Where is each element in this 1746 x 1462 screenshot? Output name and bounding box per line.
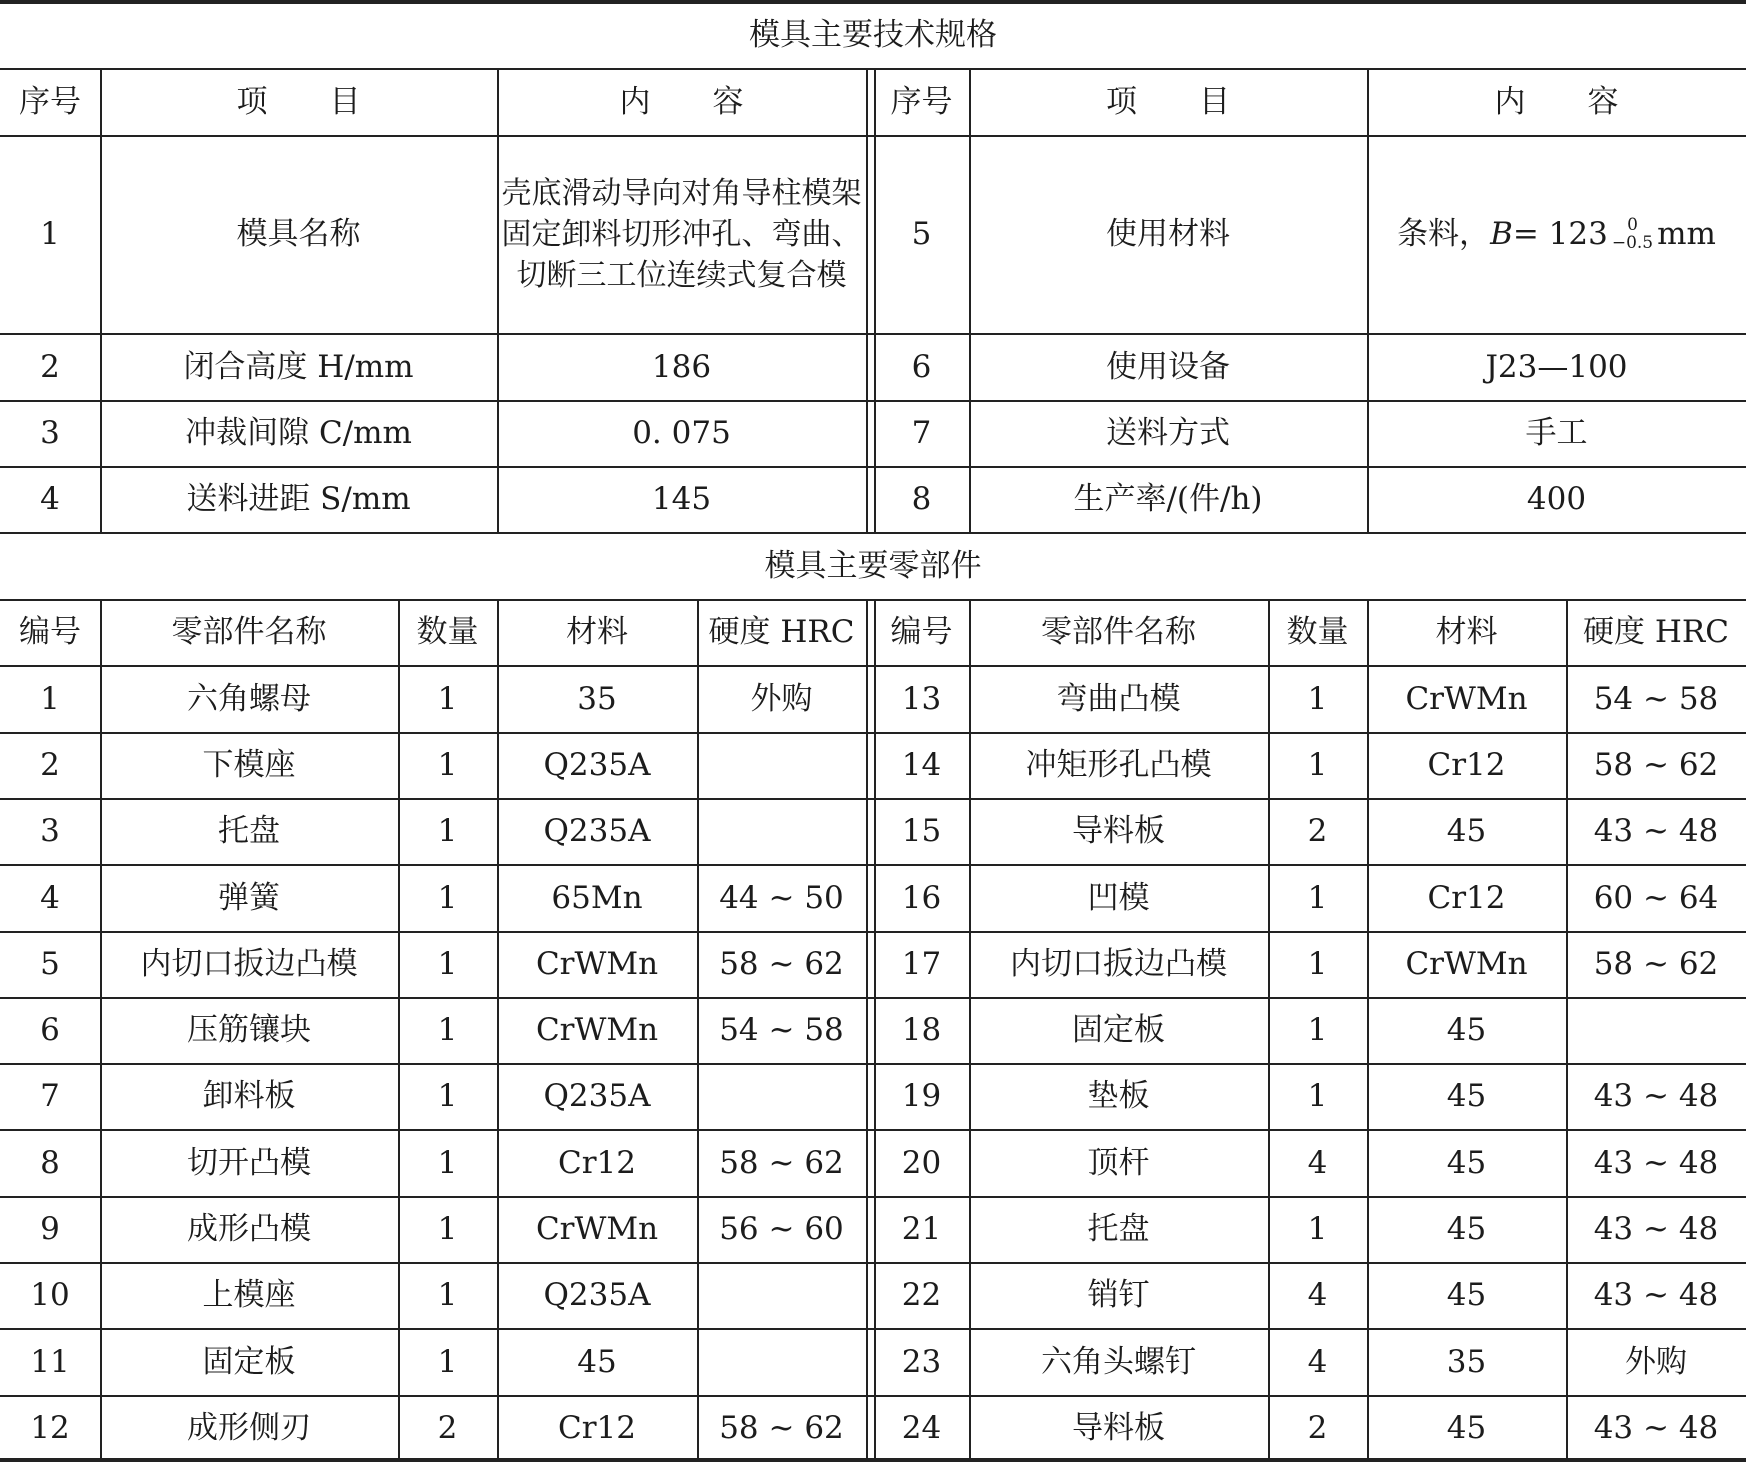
parts-header-name: 零部件名称 — [1041, 614, 1196, 650]
part-no: 6 — [40, 1012, 60, 1048]
part-material: Q235A — [543, 1078, 651, 1114]
spec-cell-item: 送料进距 S/mm — [186, 481, 411, 517]
part-no: 23 — [901, 1343, 942, 1380]
part-no: 7 — [40, 1078, 60, 1114]
spec-cell-content: 145 — [651, 481, 712, 517]
part-name: 托盘 — [218, 813, 280, 849]
parts-header-no: 编号 — [890, 614, 953, 650]
part-hardness: 58 ~ 62 — [1593, 946, 1719, 982]
part-qty: 1 — [1307, 946, 1328, 982]
part-hardness: 外购 — [1625, 1343, 1687, 1380]
part-qty: 2 — [1307, 813, 1328, 849]
part-qty: 1 — [437, 1277, 458, 1313]
part-name: 顶杆 — [1087, 1144, 1150, 1181]
part-no: 18 — [901, 1012, 942, 1048]
part-hardness — [697, 732, 866, 798]
part-qty: 1 — [437, 879, 458, 916]
part-hardness: 58 ~ 62 — [719, 1409, 844, 1446]
part-material: CrWMn — [535, 1211, 659, 1247]
part-no: 8 — [40, 1144, 60, 1181]
part-hardness: 58 ~ 62 — [1593, 747, 1719, 783]
part-material: 65Mn — [551, 879, 643, 916]
part-hardness — [697, 1262, 866, 1328]
part-name: 销钉 — [1087, 1277, 1150, 1313]
part-name: 弹簧 — [218, 879, 280, 916]
part-qty: 1 — [437, 1211, 458, 1247]
spec-cell-no: 6 — [911, 348, 932, 385]
part-hardness: 43 ~ 48 — [1593, 1211, 1719, 1247]
part-material: 45 — [1446, 1078, 1487, 1114]
spec-cell-no: 7 — [911, 415, 932, 451]
part-qty: 4 — [1307, 1144, 1328, 1181]
part-no: 14 — [901, 747, 942, 783]
part-name: 成形凸模 — [187, 1211, 311, 1247]
part-qty: 1 — [1307, 1078, 1328, 1114]
part-name: 凹模 — [1087, 879, 1150, 916]
part-hardness: 58 ~ 62 — [719, 1144, 844, 1181]
parts-header-qty: 数量 — [416, 614, 479, 650]
part-hardness — [697, 798, 866, 864]
part-no: 20 — [901, 1144, 942, 1181]
part-no: 5 — [40, 946, 60, 982]
part-material: 45 — [1446, 1144, 1487, 1181]
part-name: 托盘 — [1087, 1211, 1150, 1247]
part-hardness: 43 ~ 48 — [1593, 813, 1719, 849]
part-no: 10 — [30, 1277, 70, 1313]
spec-cell-no: 5 — [911, 216, 932, 252]
part-name: 成形侧刃 — [187, 1409, 311, 1446]
part-qty: 2 — [437, 1409, 458, 1446]
part-name: 内切口扳边凸模 — [1010, 946, 1227, 982]
spec-header-item: 项 目 — [1106, 83, 1230, 120]
part-hardness: 43 ~ 48 — [1593, 1409, 1719, 1446]
part-hardness — [697, 1063, 866, 1129]
part-hardness: 43 ~ 48 — [1593, 1277, 1719, 1313]
part-qty: 1 — [1307, 1211, 1328, 1247]
part-hardness — [1566, 997, 1746, 1063]
width-variable: B — [1490, 216, 1513, 252]
part-name: 切开凸模 — [187, 1144, 311, 1181]
part-name: 六角螺母 — [187, 680, 311, 717]
part-no: 13 — [901, 680, 942, 717]
width-unit: mm — [1657, 216, 1716, 252]
spec-cell-item: 生产率/(件/h) — [1073, 481, 1263, 517]
part-material: CrWMn — [535, 1012, 659, 1048]
spec-cell-content: 400 — [1526, 481, 1587, 517]
part-material: 45 — [1446, 1409, 1487, 1446]
spec-cell-no: 8 — [911, 481, 932, 517]
parts-section-title: 模具主要零部件 — [764, 547, 982, 584]
part-material: Cr12 — [558, 1409, 636, 1446]
part-qty: 4 — [1307, 1277, 1328, 1313]
part-material: CrWMn — [1405, 680, 1528, 717]
part-no: 12 — [30, 1409, 70, 1446]
spec-cell-item: 使用材料 — [1106, 216, 1230, 252]
part-no: 21 — [901, 1211, 942, 1247]
part-hardness: 56 ~ 60 — [719, 1211, 844, 1247]
part-no: 24 — [901, 1409, 942, 1446]
part-no: 1 — [40, 680, 60, 717]
part-qty: 1 — [437, 1078, 458, 1114]
part-hardness: 54 ~ 58 — [719, 1012, 844, 1048]
spec-cell-content: 0. 075 — [632, 415, 731, 451]
part-qty: 1 — [437, 813, 458, 849]
part-material: Cr12 — [1427, 879, 1506, 916]
spec-cell-no: 2 — [40, 348, 60, 385]
part-name: 弯曲凸模 — [1056, 680, 1181, 717]
spec-section-title: 模具主要技术规格 — [749, 17, 997, 53]
spec-cell-item: 送料方式 — [1106, 415, 1230, 451]
parts-header-material: 材料 — [1435, 614, 1498, 650]
spec-cell-item: 冲裁间隙 C/mm — [185, 415, 412, 451]
part-material: Q235A — [543, 747, 651, 783]
part-qty: 1 — [437, 1012, 458, 1048]
part-no: 4 — [40, 879, 60, 916]
spec-cell-no: 3 — [40, 415, 60, 451]
part-no: 16 — [901, 879, 942, 916]
part-material: 35 — [577, 680, 617, 717]
part-hardness: 54 ~ 58 — [1593, 680, 1719, 717]
part-no: 11 — [30, 1343, 70, 1380]
spec-cell-content: 186 — [651, 348, 712, 385]
part-name: 下模座 — [202, 747, 296, 783]
part-name: 固定板 — [1072, 1012, 1165, 1048]
tolerance-upper: 0 — [1627, 215, 1638, 235]
part-qty: 1 — [437, 680, 458, 717]
part-name: 冲矩形孔凸模 — [1025, 747, 1212, 783]
part-name: 导料板 — [1072, 813, 1165, 849]
part-hardness: 43 ~ 48 — [1593, 1144, 1719, 1181]
part-no: 3 — [40, 813, 60, 849]
spec-cell-item: 使用设备 — [1106, 348, 1230, 385]
spec-header-content: 内 容 — [1494, 83, 1619, 120]
part-material: Cr12 — [1427, 747, 1506, 783]
parts-header-no: 编号 — [19, 614, 81, 650]
spec-cell-no: 1 — [40, 216, 60, 252]
part-qty: 1 — [1307, 1012, 1328, 1048]
part-name: 导料板 — [1072, 1409, 1165, 1446]
part-no: 17 — [901, 946, 942, 982]
part-qty: 1 — [437, 1343, 458, 1380]
part-hardness — [697, 1328, 866, 1395]
tolerance — [1612, 216, 1653, 252]
part-qty: 1 — [437, 747, 458, 783]
part-name: 压筋镶块 — [187, 1012, 311, 1048]
spec-cell-item: 模具名称 — [236, 216, 361, 252]
part-material: 45 — [1446, 813, 1487, 849]
part-material: 45 — [1446, 1277, 1487, 1313]
part-name: 固定板 — [202, 1343, 296, 1380]
part-material: Q235A — [543, 1277, 651, 1313]
part-qty: 4 — [1307, 1343, 1328, 1380]
parts-header-material: 材料 — [566, 614, 628, 650]
column-line — [866, 599, 868, 1460]
width-value: = 123 — [1512, 216, 1608, 252]
part-hardness: 外购 — [750, 680, 813, 717]
parts-header-hardness: 硬度 HRC — [1583, 614, 1729, 650]
part-name: 垫板 — [1087, 1078, 1150, 1114]
part-no: 15 — [901, 813, 942, 849]
parts-header-name: 零部件名称 — [171, 614, 327, 650]
part-hardness: 60 ~ 64 — [1593, 879, 1719, 916]
part-qty: 1 — [437, 946, 458, 982]
spec-header-no: 序号 — [890, 83, 953, 120]
part-material: Cr12 — [558, 1144, 636, 1181]
part-no: 9 — [40, 1211, 60, 1247]
parts-header-hardness: 硬度 HRC — [708, 614, 855, 650]
spec-cell-content: 手工 — [1525, 415, 1588, 451]
part-material: CrWMn — [535, 946, 659, 982]
part-qty: 2 — [1307, 1409, 1328, 1446]
part-no: 19 — [901, 1078, 942, 1114]
spec-cell-material-tolerance — [1367, 135, 1746, 333]
part-name: 六角头螺钉 — [1041, 1343, 1196, 1380]
part-material: CrWMn — [1405, 946, 1528, 982]
part-material: 45 — [1446, 1211, 1487, 1247]
spec-header-content: 内 容 — [619, 83, 744, 120]
part-material: 35 — [1446, 1343, 1487, 1380]
part-material: Q235A — [543, 813, 651, 849]
part-qty: 1 — [1307, 747, 1328, 783]
tolerance-lower: −0.5 — [1611, 233, 1654, 253]
part-no: 22 — [901, 1277, 942, 1313]
spec-cell-item: 闭合高度 H/mm — [183, 348, 414, 385]
spec-header-no: 序号 — [19, 83, 81, 120]
part-name: 上模座 — [202, 1277, 296, 1313]
spec-cell-content: 壳底滑动导向对角导柱模架固定卸料切形冲孔、弯曲、切断三工位连续式复合模 — [501, 175, 862, 293]
spec-cell-content: J23—100 — [1485, 348, 1628, 385]
part-hardness: 44 ~ 50 — [719, 879, 844, 916]
part-hardness: 43 ~ 48 — [1593, 1078, 1719, 1114]
spec-header-item: 项 目 — [236, 83, 361, 120]
part-no: 2 — [40, 747, 60, 783]
part-name: 卸料板 — [202, 1078, 296, 1114]
part-hardness: 58 ~ 62 — [719, 946, 844, 982]
part-qty: 1 — [1307, 680, 1328, 717]
part-name: 内切口扳边凸模 — [140, 946, 358, 982]
part-qty: 1 — [1307, 879, 1328, 916]
column-line — [866, 68, 868, 532]
part-material: 45 — [1446, 1012, 1487, 1048]
spec-cell-no: 4 — [40, 481, 60, 517]
material-prefix: 条料， — [1397, 216, 1491, 252]
part-material: 45 — [577, 1343, 617, 1380]
parts-header-qty: 数量 — [1286, 614, 1349, 650]
part-qty: 1 — [437, 1144, 458, 1181]
